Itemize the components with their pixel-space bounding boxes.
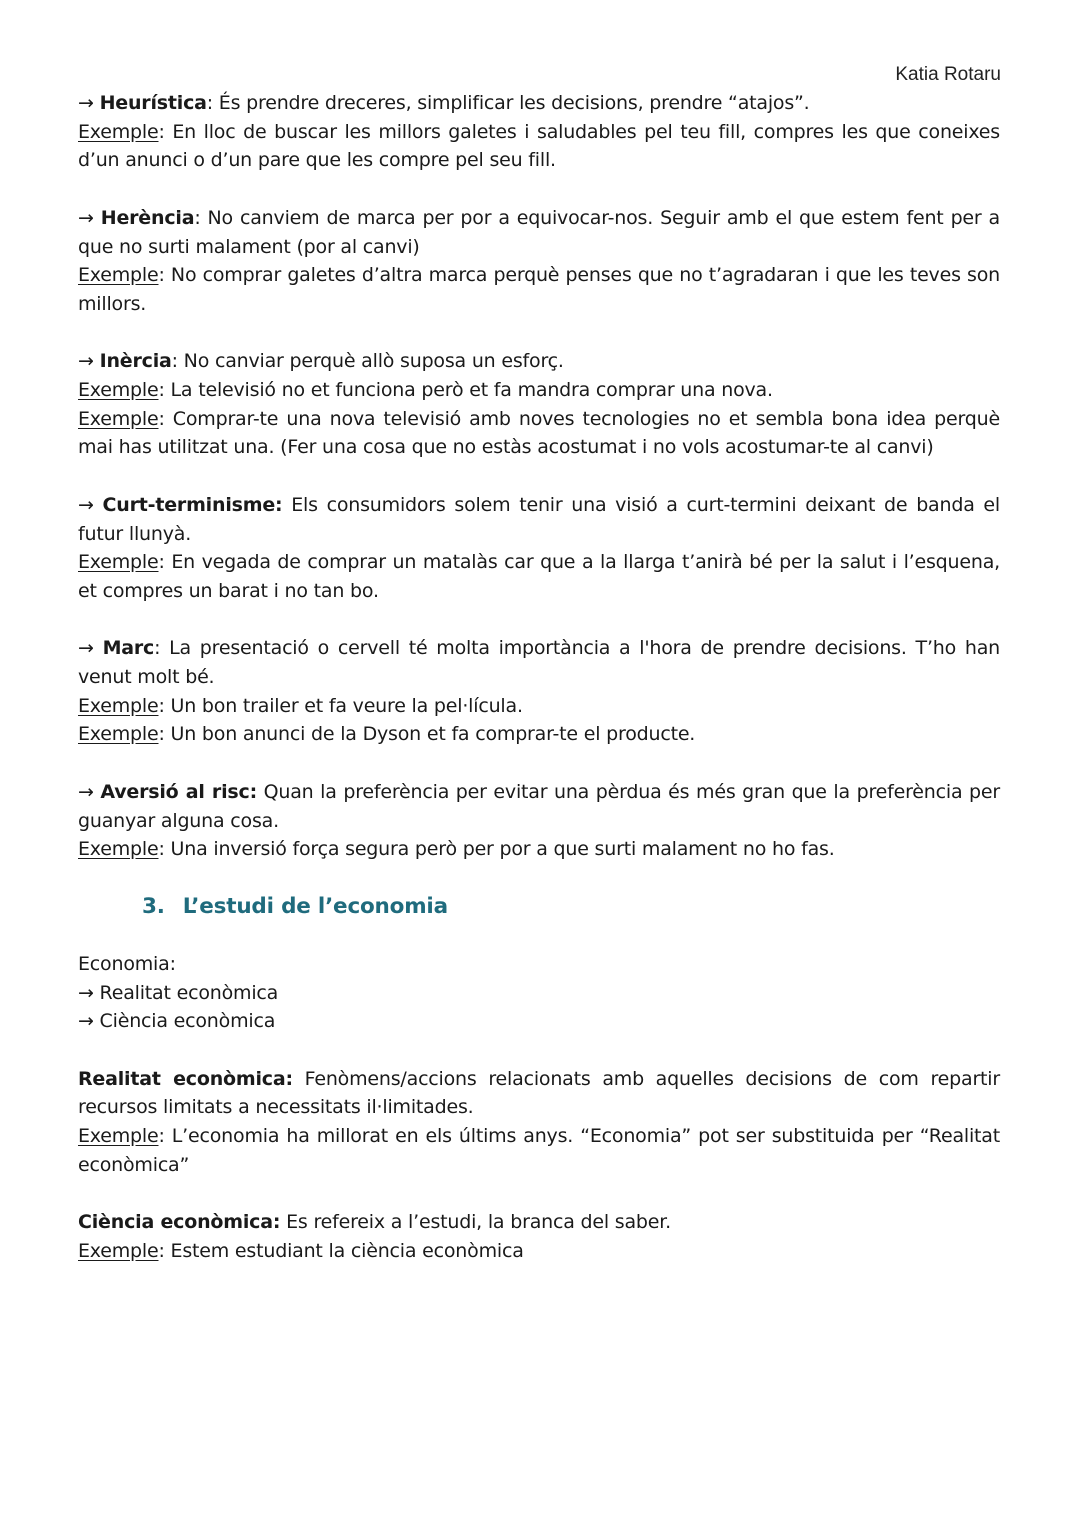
bias-term: Curt-terminisme: (102, 493, 283, 516)
section-title: L’estudi de l’economia (182, 893, 448, 919)
bias-term: Herència (100, 206, 195, 229)
section-heading (78, 893, 1000, 922)
bias-definition (78, 491, 1000, 548)
document-body (78, 89, 1000, 1266)
example-text: : La televisió no et funciona però et fa mandra comprar una nova. (158, 379, 773, 401)
bias-entry-marc (78, 634, 1000, 749)
bias-entry-curt-terminisme (78, 491, 1000, 606)
bias-definition-text: No canviar perquè allò suposa un esforç. (177, 350, 564, 373)
bias-definition: → Heurística: És prendre dreceres, simplificar les decisions, prendre “atajos”. (78, 92, 810, 114)
definition-text: Realitat econòmica: Fenòmens/accions relacionats amb aquelles decisions de com repartir recursos limitats a necessitats il·limitades. (78, 1067, 1000, 1119)
example-label: Exemple (78, 379, 159, 401)
bias-term: Inèrcia (99, 350, 172, 373)
definition-example (78, 1237, 1000, 1266)
bias-entry-aversio-al-risc (78, 778, 1000, 864)
example-text: : L’economia ha millorat en els últims anys. “Economia” pot ser substituida per “Realitat econòmica” (78, 1125, 1000, 1176)
bias-definition (78, 778, 1000, 835)
section-number: 3. (142, 893, 165, 919)
economia-label: Economia: (78, 952, 176, 975)
arrow-icon: → (78, 92, 94, 114)
example-text: : No comprar galetes d’altra marca perquè penses que no t’agradaran i que les teves son millors. (78, 264, 1000, 315)
example-text: : En vegada de comprar un matalàs car que a la llarga t’anirà bé per la salut i l’esquena, et compres un barat i no tan bo. (78, 551, 1000, 602)
example-text: : Una inversió força segura però per por a que surti malament no ho fas. (158, 838, 835, 861)
bias-example (78, 261, 1000, 318)
example-label: Exemple (78, 120, 159, 143)
example-label: Exemple (78, 723, 159, 746)
definition-realitat-economica (78, 1065, 1000, 1180)
definition-ciencia-economica (78, 1208, 1000, 1265)
example-text: : Estem estudiant la ciència econòmica (158, 1239, 524, 1262)
bias-example (78, 376, 1000, 405)
example-label: Exemple (78, 264, 159, 287)
example-label: Exemple (78, 1125, 159, 1148)
bias-term: Aversió al risc: (100, 780, 257, 803)
example-text: : En lloc de buscar les millors galetes i saludables pel teu fill, compres les que coneixes d’un anunci o d’un pare que les compre pel seu fill. (78, 120, 1000, 172)
arrow-icon: → (78, 350, 94, 373)
definition-term: Realitat econòmica: (78, 1067, 293, 1090)
bias-term: Heurística (99, 92, 207, 114)
author-name: Katia Rotaru (895, 64, 1001, 85)
economia-list (78, 950, 1000, 1036)
definition-text: Ciència econòmica: Es refereix a l’estudi, la branca del saber. (78, 1211, 671, 1234)
bias-definition-text: És prendre dreceres, simplificar les decisions, prendre “atajos”. (212, 92, 810, 114)
bias-example (78, 835, 1000, 864)
bias-entry-herencia (78, 204, 1000, 319)
example-label: Exemple (78, 551, 159, 574)
arrow-icon: → (78, 206, 94, 229)
definition-example (78, 1122, 1000, 1179)
bias-entry-inercia (78, 347, 1000, 462)
arrow-icon: → (78, 493, 94, 516)
bias-example (78, 405, 1000, 462)
list-item: → Realitat econòmica (78, 981, 279, 1004)
example-label: Exemple (78, 694, 159, 717)
bias-example (78, 720, 1000, 749)
bias-entry-heuristica (78, 89, 1000, 175)
example-text: : Un bon anunci de la Dyson et fa comprar-te el producte. (158, 723, 696, 746)
example-label: Exemple (78, 407, 159, 430)
bias-definition-text: Quan la preferència per evitar una pèrdua és més gran que la preferència per guanyar alguna cosa. (78, 780, 1001, 832)
example-text: : Comprar-te una nova televisió amb noves tecnologies no et sembla bona idea perquè mai has utilitzat una. (Fer una cosa que no estàs acostumat i no vols acostumar-te al canvi) (78, 407, 1000, 459)
arrow-icon: → (78, 780, 94, 803)
list-item: → Ciència econòmica (78, 1010, 276, 1033)
bias-example (78, 118, 1000, 175)
bias-definition-text: No canviem de marca per por a equivocar-nos. Seguir amb el que estem fent per a que no surti malament (por al canvi) (78, 206, 1000, 258)
arrow-icon: → (78, 637, 94, 660)
bias-definition: → Inèrcia: No canviar perquè allò suposa un esforç. (78, 350, 564, 373)
example-label: Exemple (78, 838, 159, 861)
bias-definition-text: La presentació o cervell té molta importància a l'hora de prendre decisions. T’ho han venut molt bé. (78, 637, 1001, 688)
bias-definition-text: Els consumidors solem tenir una visió a curt-termini deixant de banda el futur llunyà. (78, 493, 1000, 545)
example-text: : Un bon trailer et fa veure la pel·lícula. (158, 694, 523, 717)
bias-example (78, 692, 1000, 721)
bias-definition: → Marc: La presentació o cervell té molta importància a l'hora de prendre decisions. T’ho han venut molt bé. (78, 637, 1001, 688)
definition-term: Ciència econòmica: (78, 1211, 281, 1234)
bias-definition: → Herència: No canviem de marca per por a equivocar-nos. Seguir amb el que estem fent per a que no surti malament (por al canvi) (78, 206, 1000, 258)
example-label: Exemple (78, 1239, 159, 1262)
bias-example (78, 548, 1000, 605)
bias-term: Marc (102, 637, 155, 660)
